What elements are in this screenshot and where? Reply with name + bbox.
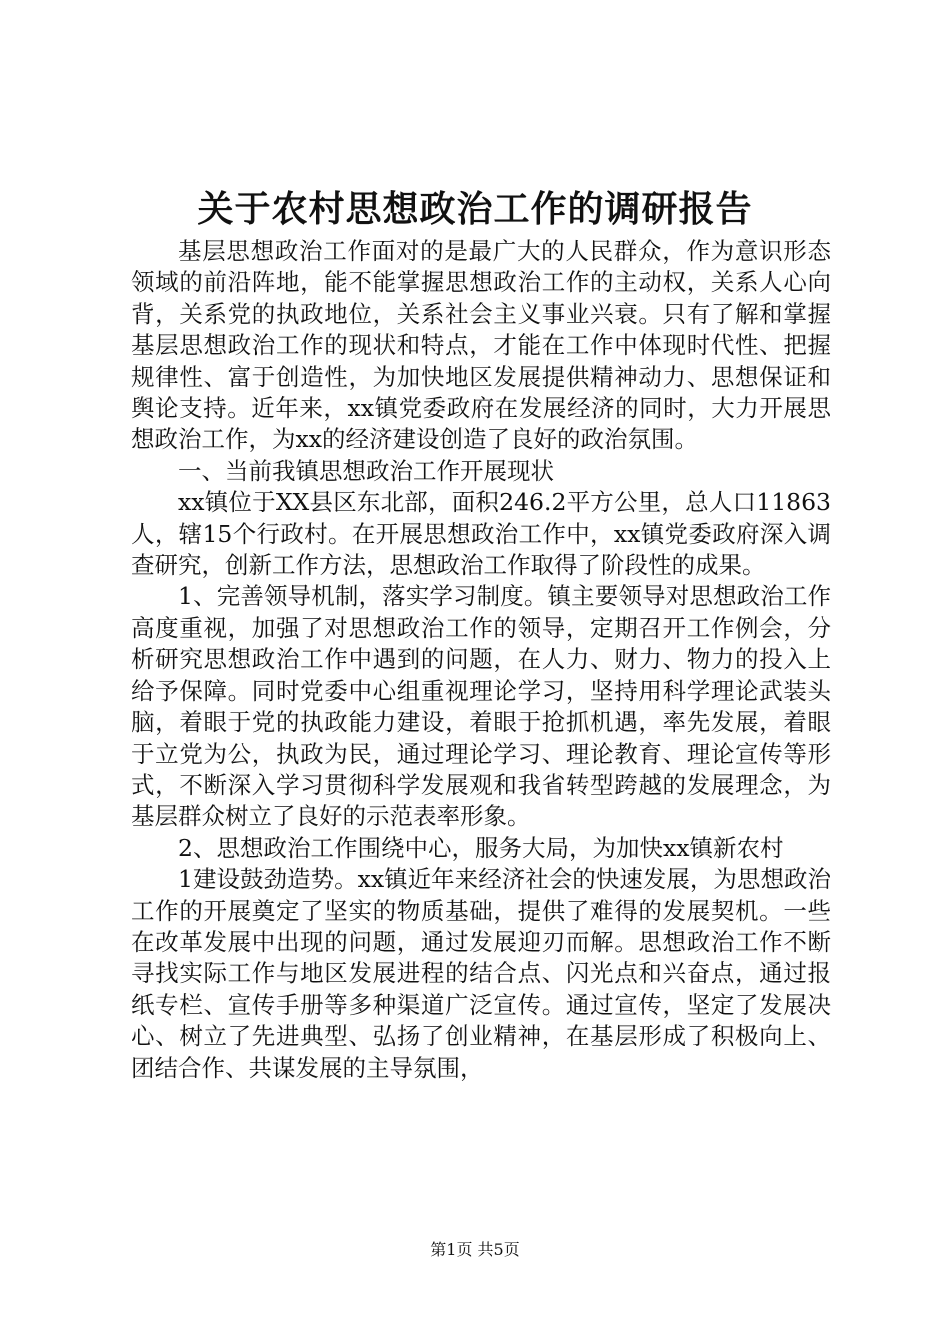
document-title: 关于农村思想政治工作的调研报告 [197, 188, 753, 230]
paragraph-town-overview: xx镇位于XX县区东北部，面积246.2平方公里，总人口11863人，辖15个行政村。在开展思想政治工作中，xx镇党委政府深入调查研究，创新工作方法，思想政治工作取得了阶段性的成果。 [131, 488, 831, 580]
paragraph-continuation: 1建设鼓劲造势。xx镇近年来经济社会的快速发展，为思想政治工作的开展奠定了坚实的物质基础，提供了难得的发展契机。一些在改革发展中出现的问题，通过发展迎刃而解。思想政治工作不断寻找实际工作与地区发展进程的结合点、闪光点和兴奋点，通过报纸专栏、宣传手册等多种渠道广泛宣传。通过宣传，坚定了发展决心、树立了先进典型、弘扬了创业精神，在基层形成了积极向上、团结合作、共谋发展的主导氛围， [131, 865, 831, 1082]
document-body [131, 236, 831, 1084]
section-heading-1: 一、当前我镇思想政治工作开展现状 [178, 456, 554, 485]
page-number-footer: 第1页 共5页 [430, 1240, 520, 1259]
paragraph-intro: 基层思想政治工作面对的是最广大的人民群众，作为意识形态领域的前沿阵地，能不能掌握思想政治工作的主动权，关系人心向背，关系党的执政地位，关系社会主义事业兴衰。只有了解和掌握基层思想政治工作的现状和特点，才能在工作中体现时代性、把握规律性、富于创造性，为加快地区发展提供精神动力、思想保证和舆论支持。近年来，xx镇党委政府在发展经济的同时，大力开展思想政治工作，为xx的经济建设创造了良好的政治氛围。 [131, 237, 831, 454]
paragraph-item-2: 2、思想政治工作围绕中心，服务大局，为加快xx镇新农村 [178, 833, 784, 862]
paragraph-item-1: 1、完善领导机制，落实学习制度。镇主要领导对思想政治工作高度重视，加强了对思想政治工作的领导，定期召开工作例会，分析研究思想政治工作中遇到的问题，在人力、财力、物力的投入上给予保障。同时党委中心组重视理论学习，坚持用科学理论武装头脑，着眼于党的执政能力建设，着眼于抢抓机遇，率先发展，着眼于立党为公，执政为民，通过理论学习、理论教育、理论宣传等形式，不断深入学习贯彻科学发展观和我省转型跨越的发展理念，为基层群众树立了良好的示范表率形象。 [131, 582, 831, 831]
